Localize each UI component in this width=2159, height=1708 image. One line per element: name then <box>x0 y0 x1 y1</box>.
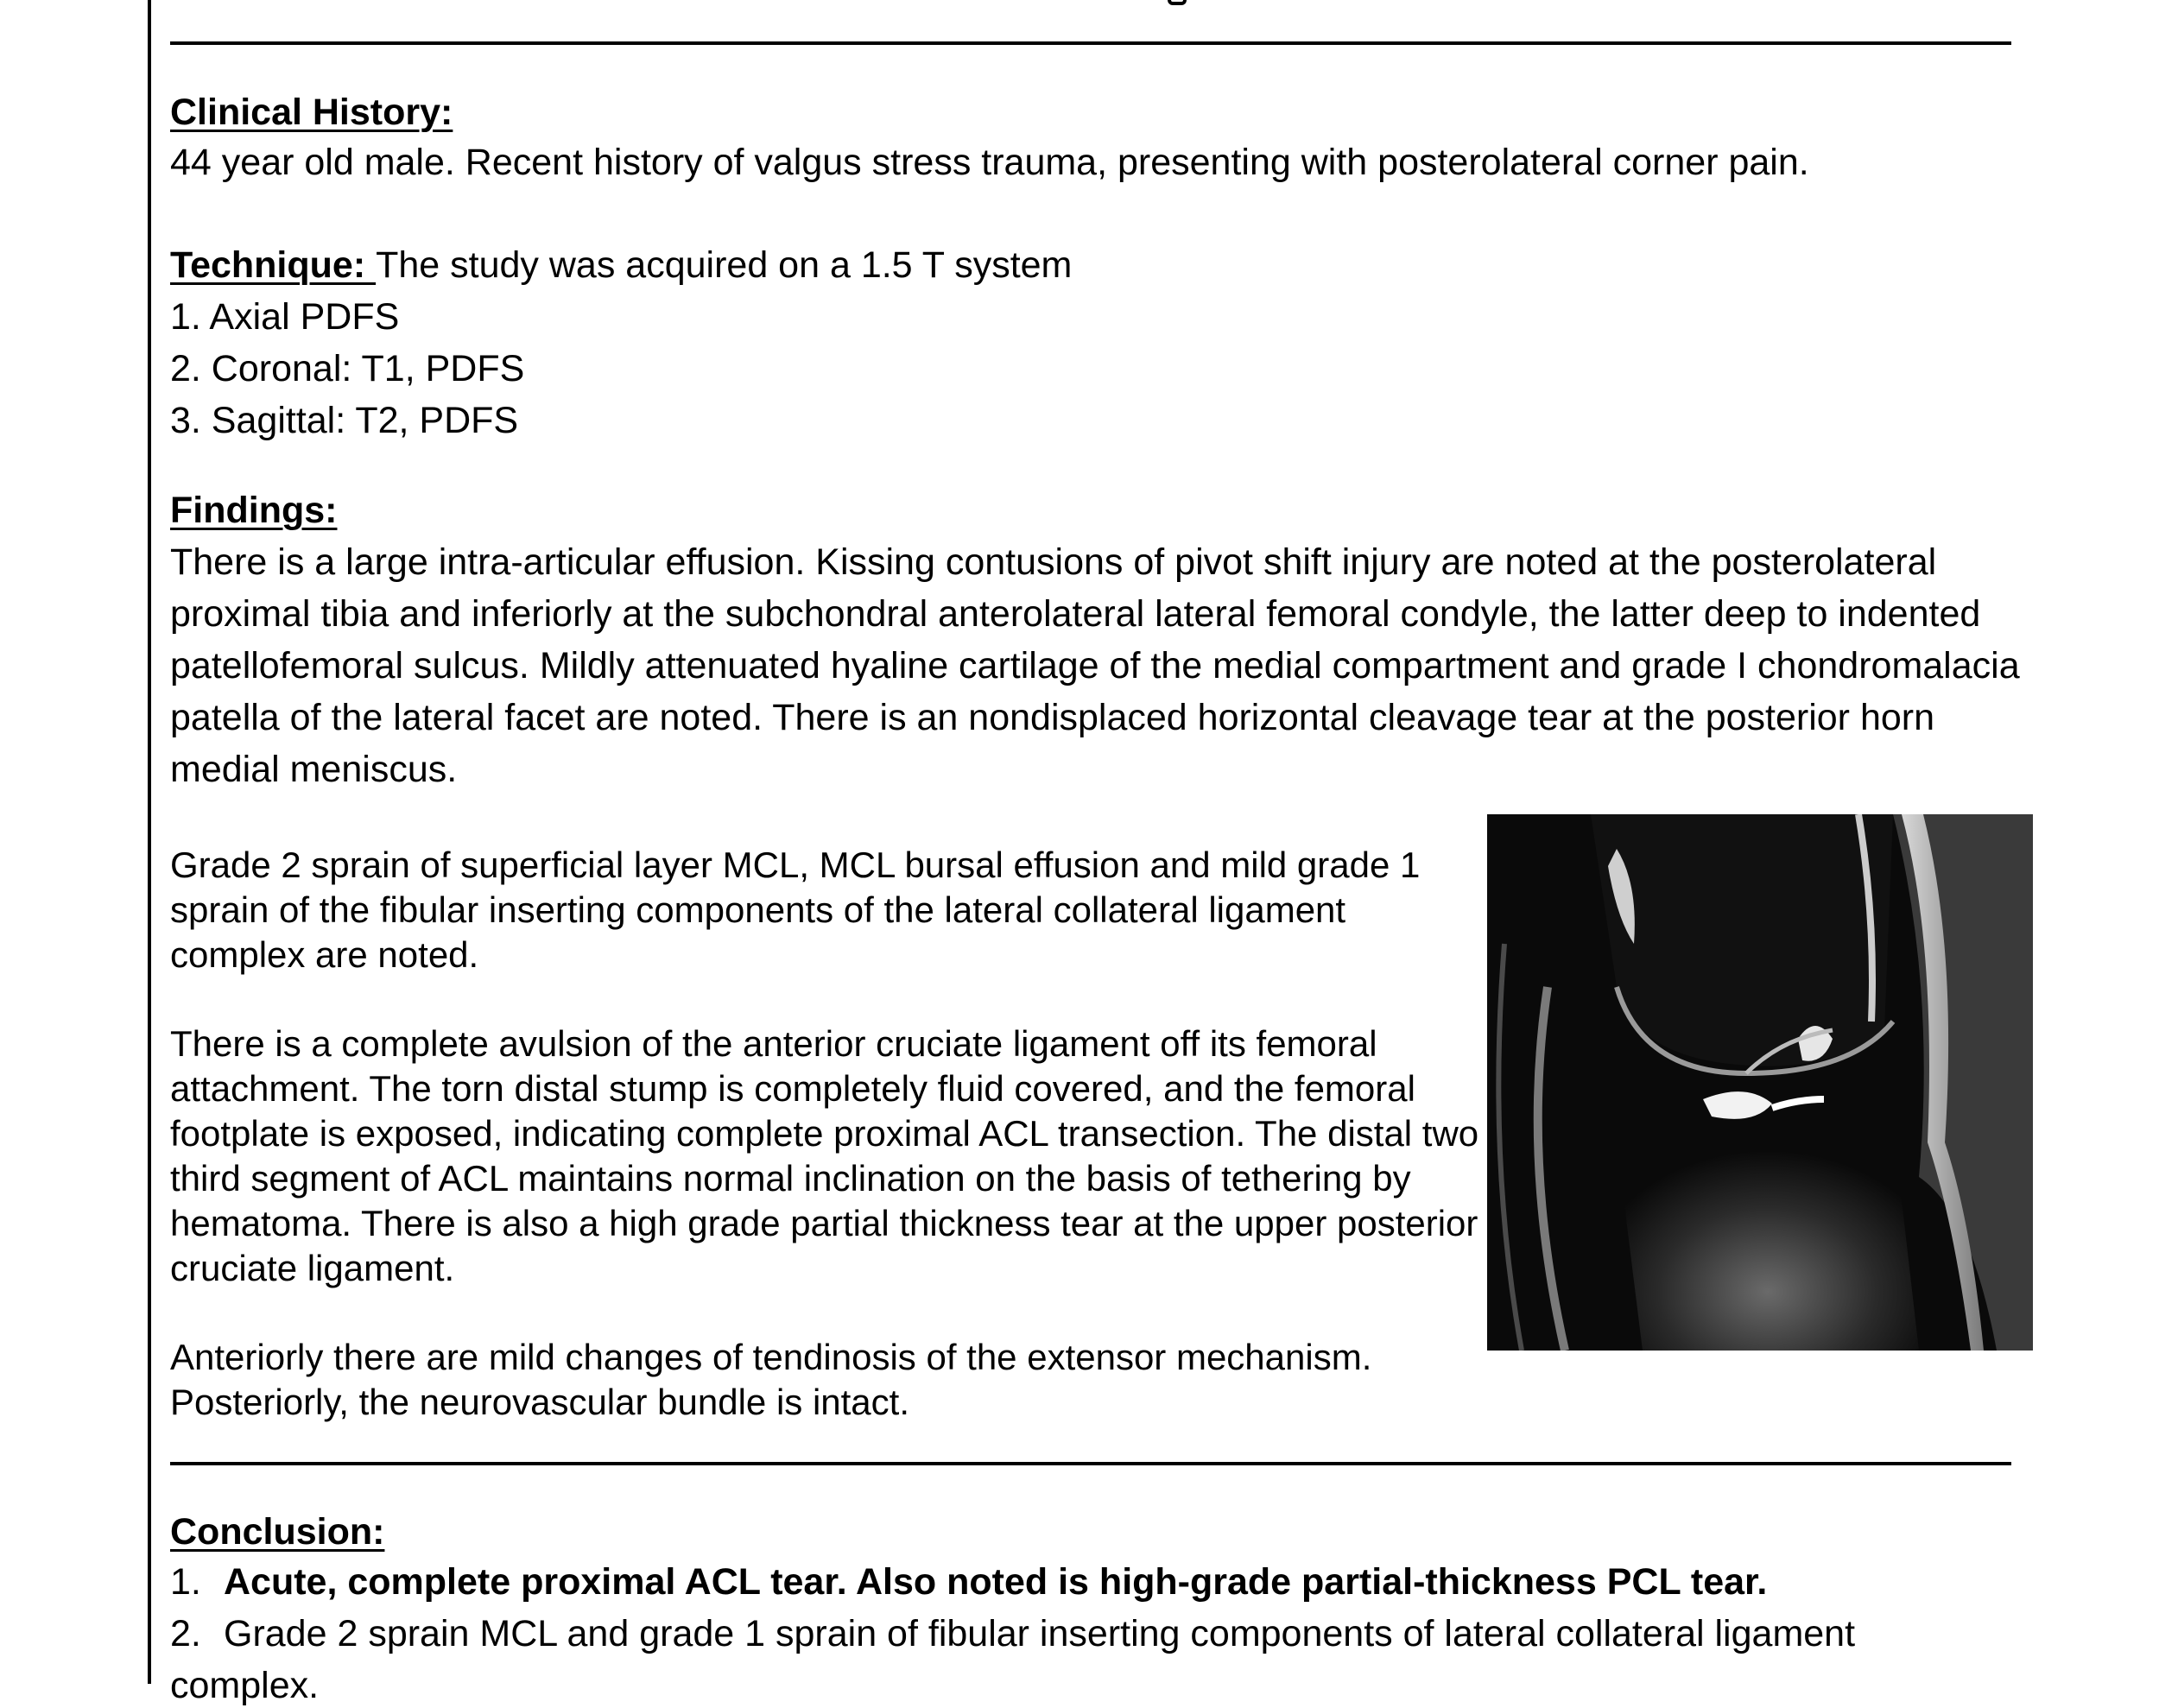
technique-line <box>170 243 1072 288</box>
clinical-history-heading: Clinical History: <box>170 92 453 133</box>
bottom-divider <box>170 1462 2011 1465</box>
top-divider <box>170 41 2011 45</box>
conclusion-item-2-text: Grade 2 sprain MCL and grade 1 sprain of fibular inserting components of lateral collateral ligament <box>224 1613 1856 1654</box>
conclusion-item-1 <box>170 1559 1767 1604</box>
technique-item-1: 1. Axial PDFS <box>170 296 400 338</box>
findings-paragraph-3: There is a complete avulsion of the anterior cruciate ligament off its femoral attachment. The torn distal stump is completely fluid covered, and the femoral footplate is exposed, indicating complete proximal ACL transection. The distal two third segment of ACL maintains normal inclination on the basis of tethering by hematoma. There is also a high grade partial thickness tear at the upper posterior cruciate ligament. <box>170 1023 1479 1288</box>
conclusion-item-2-number: 2. <box>170 1613 201 1654</box>
conclusion-item-1-text: Acute, complete proximal ACL tear. Also noted is high-grade partial-thickness PCL tear. <box>224 1561 1768 1603</box>
technique-heading: Technique: <box>170 244 377 286</box>
findings-paragraph-1: There is a large intra-articular effusion. Kissing contusions of pivot shift injury are noted at the posterolateral proximal tibia and inferiorly at the subchondral anterolateral lateral femoral condyle, the latter deep to indented patellofemoral sulcus. Mildly attenuated hyaline cartilage of the medial compartment and grade I chondromalacia patella of the lateral facet are noted. There is an nondisplaced horizontal cleavage tear at the posterior horn medial meniscus. <box>170 541 2020 790</box>
findings-paragraph-4: Anteriorly there are mild changes of tendinosis of the extensor mechanism. Posteriorly, the neurovascular bundle is intact. <box>170 1337 1372 1422</box>
conclusion-heading: Conclusion: <box>170 1511 385 1553</box>
mri-knee-sagittal-image <box>1487 814 2033 1351</box>
page-left-border <box>148 0 151 1684</box>
findings-heading: Findings: <box>170 490 338 531</box>
clinical-history-text: 44 year old male. Recent history of valgus stress trauma, presenting with posterolateral corner pain. <box>170 142 1809 183</box>
technique-item-3: 3. Sagittal: T2, PDFS <box>170 400 519 441</box>
technique-item-2: 2. Coronal: T1, PDFS <box>170 348 525 389</box>
conclusion-item-2-continuation: complex. <box>170 1665 320 1706</box>
cut-off-glyph <box>1168 0 1187 5</box>
technique-intro: The study was acquired on a 1.5 T system <box>376 244 1073 286</box>
conclusion-item-1-number: 1. <box>170 1561 201 1603</box>
conclusion-item-2 <box>170 1611 1855 1656</box>
findings-paragraph-2: Grade 2 sprain of superficial layer MCL, MCL bursal effusion and mild grade 1 sprain of the fibular inserting components of the lateral collateral ligament complex are noted. <box>170 845 1421 975</box>
